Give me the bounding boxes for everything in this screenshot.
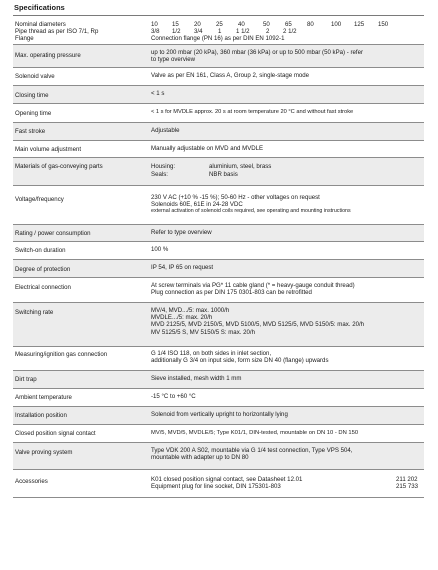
- section-title: Specifications: [14, 3, 65, 12]
- spec-label: Ambient temperature: [15, 394, 72, 401]
- spec-row-closed-position-signal: [13, 425, 424, 443]
- diameter-value: 50: [263, 21, 270, 28]
- spec-label: Switching rate: [15, 309, 54, 316]
- material-value: NBR basis: [209, 171, 238, 178]
- diameter-value: 20: [194, 21, 201, 28]
- accessory-text: K01 closed position signal contact, see Datasheet 12.01: [151, 476, 303, 483]
- spec-value: -15 °C to +60 °C: [151, 393, 196, 400]
- switching-line: MV 5125/5 S, MV 5150/5 S: max. 20/h: [151, 328, 255, 336]
- spec-value: [151, 307, 364, 336]
- spec-value: [151, 49, 363, 63]
- diameter-value: 40: [238, 21, 245, 28]
- electrical-line: At screw terminals via PG* 11 cable gland (* = heavy-gauge conduit thread): [151, 282, 355, 289]
- diameter-value: 25: [216, 21, 223, 28]
- thread-value: 1 1/2: [236, 28, 250, 35]
- spec-row-degree-of-protection: [13, 260, 424, 278]
- spec-row-valve-proving-system: [13, 443, 424, 470]
- specifications-table: [13, 17, 424, 498]
- diameter-value: 100: [331, 21, 342, 28]
- voltage-note: external activation of solenoid coils required, see operating and mounting instructions: [151, 208, 351, 215]
- thread-value: 1: [218, 28, 222, 35]
- spec-row-rating-power: [13, 225, 424, 242]
- thread-value: 3/8: [151, 28, 160, 35]
- spec-label: Materials of gas-conveying parts: [15, 163, 103, 170]
- spec-label: Main volume adjustment: [15, 146, 82, 153]
- accessory-text: Equipment plug for line socket, DIN 175301-803: [151, 483, 281, 490]
- accessory-code: 215 733: [396, 483, 419, 490]
- spec-label: Switch-on duration: [15, 247, 66, 254]
- switching-line: MVD 2125/5, MVD 2150/5, MVD 5100/5, MVD 5125/5, MVD 5150/5: max. 20/h: [151, 321, 365, 329]
- diameter-value: 125: [354, 21, 365, 28]
- measuring-line: G 1/4 ISO 118, on both sides in inlet section,: [151, 350, 272, 357]
- spec-value: [151, 350, 329, 364]
- spec-label: Closing time: [15, 92, 49, 99]
- title-divider: [13, 15, 424, 16]
- spec-row-voltage-frequency: [13, 186, 424, 225]
- thread-value: 2 1/2: [283, 28, 297, 35]
- spec-value: IP 54, IP 65 on request: [151, 264, 214, 271]
- spec-label: Rating / power consumption: [15, 230, 91, 237]
- spec-label: Valve proving system: [15, 449, 73, 456]
- electrical-line: Plug connection as per DIN 175 0301-803 can be retrofitted: [151, 289, 312, 297]
- spec-value: [151, 447, 352, 461]
- accessory-code: 211 202: [396, 476, 418, 483]
- spec-label: Electrical connection: [15, 284, 71, 291]
- spec-row-switching-rate: [13, 303, 424, 347]
- proving-line: mountable with adapter up to DN 80: [151, 454, 249, 462]
- spec-value: Solenoid from vertically upright to horizontally lying: [151, 411, 288, 418]
- label-pipe-thread: Pipe thread as per ISO 7/1, Rp: [15, 28, 99, 36]
- spec-label: Solenoid valve: [15, 73, 55, 80]
- switching-line: MVDLE.../5: max. 20/h: [151, 314, 213, 322]
- spec-value: Valve as per EN 161, Class A, Group 2, single-stage mode: [151, 72, 310, 79]
- spec-row-main-volume-adjustment: [13, 141, 424, 158]
- spec-row-electrical-connection: [13, 278, 424, 303]
- measuring-line: additionally G 3/4 on input side, form size DN 40 (flange) upwards: [151, 357, 329, 365]
- label-nominal-diameters: Nominal diameters: [15, 21, 66, 28]
- voltage-line: Solenoids 60E, 61E in 24-28 VDC: [151, 201, 243, 209]
- thread-value: 3/4: [194, 28, 203, 35]
- spec-row-accessories: [13, 470, 424, 498]
- proving-line: Type VDK 200 A S02, mountable via G 1/4 test connection, Type VPS 504,: [151, 447, 353, 454]
- spec-label: Measuring/ignition gas connection: [15, 351, 108, 358]
- spec-row-measuring-ignition: [13, 347, 424, 371]
- thread-values: [13, 28, 424, 35]
- thread-value: 1/2: [172, 28, 181, 35]
- material-key: Housing:: [151, 163, 176, 170]
- spec-value: [151, 194, 351, 216]
- diameter-value: 10: [151, 21, 158, 28]
- spec-row-switch-on-duration: [13, 242, 424, 260]
- spec-row-nominal-diameters: [13, 17, 424, 45]
- flange-value: Connection flange (PN 16) as per DIN EN 1092-1: [151, 35, 285, 42]
- spec-value: MV/5, MVD/5, MVDLE/5; Type K01/1, DIN-tested, mountable on DN 10 - DN 150: [151, 430, 359, 436]
- spec-label: Max. operating pressure: [15, 52, 81, 59]
- thread-value: 2: [266, 28, 270, 35]
- material-key: Seals:: [151, 171, 168, 178]
- spec-label: Opening time: [15, 110, 52, 117]
- spec-label: Degree of protection: [15, 266, 71, 273]
- spec-value: < 1 s for MVDLE approx. 20 s at room temperature 20 °C and without fast stroke: [151, 109, 354, 115]
- spec-label: Fast stroke: [15, 128, 46, 135]
- material-value: aluminium, steel, brass: [209, 163, 272, 170]
- spec-label: Installation position: [15, 412, 67, 419]
- spec-label: Accessories: [15, 478, 48, 485]
- spec-value: Refer to type overview: [151, 229, 212, 236]
- spec-value: Sieve installed, mesh width 1 mm: [151, 375, 242, 382]
- spec-row-materials: [13, 158, 424, 186]
- spec-label: Closed position signal contact: [15, 430, 96, 437]
- spec-row-solenoid-valve: [13, 68, 424, 86]
- diameter-value: 15: [172, 21, 179, 28]
- spec-value: [151, 282, 355, 296]
- diameter-value: 150: [378, 21, 389, 28]
- spec-label: Dirt trap: [15, 376, 37, 383]
- spec-row-ambient-temperature: [13, 389, 424, 407]
- pressure-line: up to 200 mbar (20 kPa), 360 mbar (36 kPa) or up to 500 mbar (50 kPa) - refer: [151, 49, 364, 56]
- spec-row-closing-time: [13, 86, 424, 104]
- switching-line: MV/4, MVD.../5: max. 1000/h: [151, 307, 230, 314]
- spec-value: < 1 s: [151, 90, 165, 97]
- spec-value: 100 %: [151, 246, 169, 253]
- spec-value: Adjustable: [151, 127, 180, 134]
- spec-row-installation-position: [13, 407, 424, 425]
- spec-row-fast-stroke: [13, 123, 424, 141]
- diameter-values: [13, 21, 424, 28]
- spec-row-max-operating-pressure: [13, 45, 424, 68]
- diameter-value: 80: [307, 21, 314, 28]
- pressure-line: to type overview: [151, 56, 196, 64]
- diameter-value: 65: [285, 21, 292, 28]
- voltage-line: 230 V AC (+10 % -15 %); 50-60 Hz - other voltages on request: [151, 194, 320, 201]
- spec-row-dirt-trap: [13, 371, 424, 389]
- spec-value: Manually adjustable on MVD and MVDLE: [151, 145, 264, 152]
- label-flange: Flange: [15, 35, 34, 43]
- spec-label: Voltage/frequency: [15, 196, 64, 203]
- spec-row-opening-time: [13, 104, 424, 123]
